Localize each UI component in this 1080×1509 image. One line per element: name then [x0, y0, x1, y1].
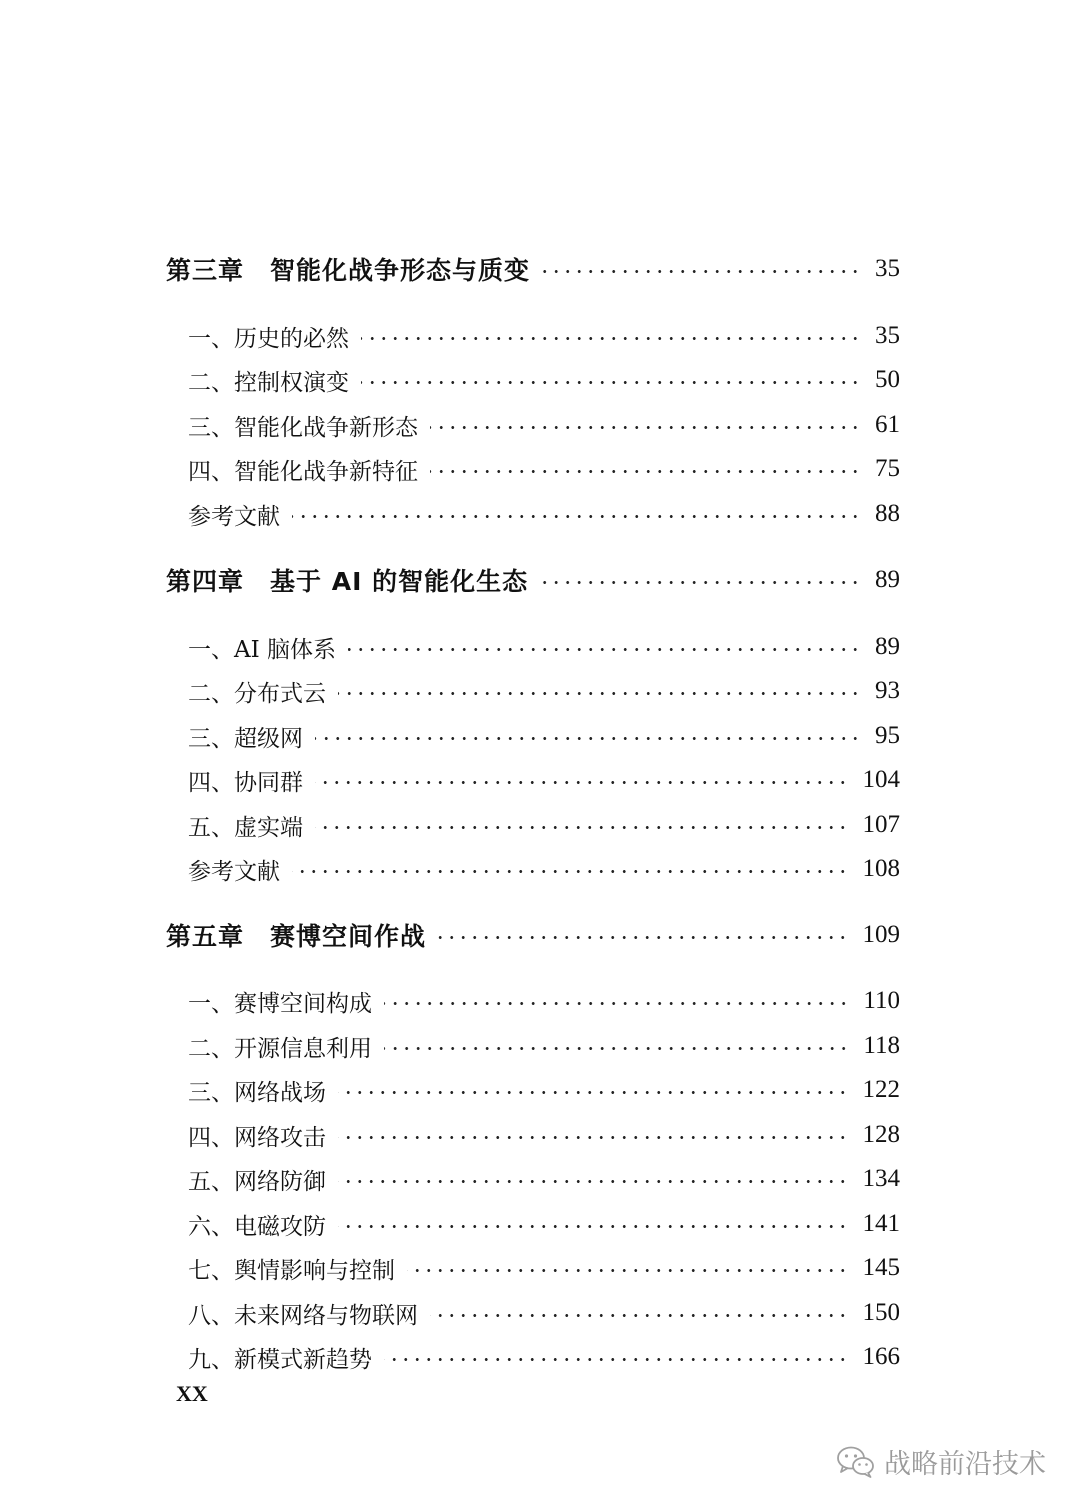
- page-number: 104: [862, 766, 900, 793]
- dot-leader: [361, 337, 861, 340]
- dot-leader: [315, 737, 861, 740]
- section-title: 参考文献: [188, 858, 280, 885]
- section-title: 二、开源信息利用: [188, 1035, 372, 1062]
- dot-leader: [315, 826, 849, 829]
- dot-leader: [338, 1180, 849, 1183]
- dot-leader: [338, 1225, 849, 1228]
- section-title: 二、分布式云: [188, 680, 326, 707]
- section-entry: [0, 674, 1080, 708]
- page-number: 61: [875, 411, 900, 438]
- section-entry: [0, 408, 1080, 442]
- section-title: 五、虚实端: [188, 814, 303, 841]
- chapter-title: [0, 917, 426, 953]
- page-number: 35: [875, 322, 900, 349]
- page-number: 109: [862, 921, 900, 948]
- page-number: 107: [862, 811, 900, 838]
- dot-leader: [542, 270, 861, 273]
- dot-leader: [430, 1314, 849, 1317]
- section-title: 一、AI 脑体系: [188, 636, 337, 663]
- page-number: 95: [875, 722, 900, 749]
- page-number: 118: [863, 1032, 900, 1059]
- section-title: 四、网络攻击: [188, 1124, 326, 1151]
- page-number: 108: [862, 855, 900, 882]
- page-folio: XX: [176, 1381, 208, 1406]
- section-entry: [0, 1207, 1080, 1241]
- dot-leader: [292, 515, 861, 518]
- section-title: 五、网络防御: [188, 1168, 326, 1195]
- page-number: 50: [875, 366, 900, 393]
- section-title: 四、协同群: [188, 769, 303, 796]
- dot-leader: [338, 1091, 849, 1094]
- dot-leader: [315, 781, 849, 784]
- section-entry: [0, 1251, 1080, 1285]
- section-title: 四、智能化战争新特征: [188, 458, 418, 485]
- section-entry: [0, 1073, 1080, 1107]
- section-entry: [0, 984, 1080, 1018]
- dot-leader: [348, 648, 861, 651]
- wechat-icon: [836, 1445, 876, 1479]
- section-entry: [0, 1340, 1080, 1374]
- dot-leader: [540, 581, 861, 584]
- page-number: 88: [875, 500, 900, 527]
- dot-leader: [430, 470, 861, 473]
- page-number: 145: [862, 1254, 900, 1281]
- dot-leader: [438, 936, 848, 939]
- section-title: 三、网络战场: [188, 1079, 326, 1106]
- section-title: 七、舆情影响与控制: [188, 1257, 395, 1284]
- section-entry: [0, 319, 1080, 353]
- section-entry: [0, 452, 1080, 486]
- dot-leader: [384, 1047, 849, 1050]
- chapter-number: 第四章: [166, 567, 245, 596]
- chapter-number: 第三章: [166, 256, 245, 285]
- chapter-name: 赛博空间作战: [270, 922, 427, 951]
- section-entry: [0, 808, 1080, 842]
- page-number: 35: [875, 255, 900, 282]
- section-title: 六、电磁攻防: [188, 1213, 326, 1240]
- page-number: 93: [875, 677, 900, 704]
- chapter-name: 智能化战争形态与质变: [270, 256, 531, 285]
- dot-leader: [384, 1002, 849, 1005]
- page-number: 122: [862, 1076, 900, 1103]
- section-entry: [0, 363, 1080, 397]
- section-title: 一、赛博空间构成: [188, 990, 372, 1017]
- dot-leader: [407, 1269, 849, 1272]
- section-title: 三、超级网: [188, 725, 303, 752]
- section-title: 八、未来网络与物联网: [188, 1302, 418, 1329]
- dot-leader: [361, 381, 861, 384]
- page-number: 150: [862, 1299, 900, 1326]
- page-number: 89: [875, 633, 900, 660]
- section-title: 二、控制权演变: [188, 369, 349, 396]
- section-entry: [0, 1029, 1080, 1063]
- section-entry: [0, 497, 1080, 531]
- page-number: 134: [862, 1165, 900, 1192]
- chapter-entry: [0, 918, 1080, 952]
- page-number: 75: [875, 455, 900, 482]
- page-number: 110: [863, 987, 900, 1014]
- section-entry: [0, 1296, 1080, 1330]
- section-entry: [0, 852, 1080, 886]
- dot-leader: [338, 1136, 849, 1139]
- section-entry: [0, 719, 1080, 753]
- section-entry: [0, 763, 1080, 797]
- page-number: 166: [862, 1343, 900, 1370]
- chapter-name: 基于 AI 的智能化生态: [270, 567, 529, 596]
- watermark: [836, 1442, 1046, 1481]
- section-entry: [0, 1162, 1080, 1196]
- dot-leader: [292, 870, 849, 873]
- page-number: 141: [862, 1210, 900, 1237]
- section-title: 参考文献: [188, 503, 280, 530]
- page-number: 128: [862, 1121, 900, 1148]
- section-entry: [0, 630, 1080, 664]
- dot-leader: [384, 1358, 849, 1361]
- chapter-entry: [0, 563, 1080, 597]
- chapter-title: [0, 562, 528, 598]
- dot-leader: [430, 426, 861, 429]
- section-title: 三、智能化战争新形态: [188, 414, 418, 441]
- dot-leader: [338, 692, 861, 695]
- watermark-text: 战略前沿技术: [884, 1449, 1046, 1480]
- section-entry: [0, 1118, 1080, 1152]
- page-number: 89: [875, 566, 900, 593]
- section-title: 一、历史的必然: [188, 325, 349, 352]
- chapter-entry: [0, 252, 1080, 286]
- chapter-number: 第五章: [166, 922, 245, 951]
- section-title: 九、新模式新趋势: [188, 1346, 372, 1373]
- chapter-title: [0, 251, 530, 287]
